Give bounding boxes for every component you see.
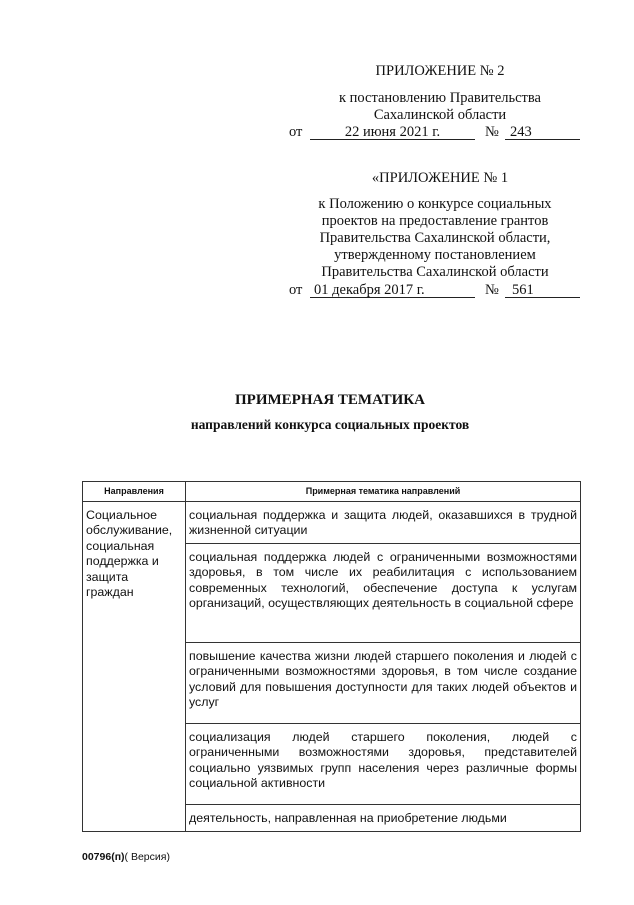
theme-cell: социальная поддержка людей с ограниченными возможностями здоровья, в том числе их реабилитация с использованием современных технологий, обеспечение доступа к услугам организаций, осуществляющих деятельность в социальной сфере [186, 543, 581, 642]
appendix1-from-label: от [289, 282, 303, 298]
direction-line: поддержка и [86, 554, 159, 569]
version-label: ( Версия) [124, 851, 170, 863]
document-subtitle: направлений конкурса социальных проектов [190, 417, 470, 432]
direction-line: защита [86, 569, 129, 584]
appendix2-number: 243 [510, 124, 532, 140]
appendix1-line: проектов на предоставление грантов [321, 213, 549, 229]
footer-version [82, 851, 170, 863]
appendix2-line1: к постановлению Правительства [339, 90, 541, 106]
appendix2-line2: Сахалинской области [373, 107, 507, 123]
themes-table [82, 481, 581, 832]
column-header-directions: Направления [83, 482, 186, 502]
appendix2-date: 22 июня 2021 г. [344, 124, 441, 140]
appendix1-line: утвержденному постановлением [334, 247, 536, 263]
appendix1-line: к Положению о конкурсе социальных [318, 196, 552, 212]
appendix1-number: 561 [512, 282, 534, 298]
direction-line: граждан [86, 585, 134, 600]
table-header-row [83, 482, 581, 502]
direction-line: обслуживание, [86, 523, 173, 538]
appendix1-line: Правительства Сахалинской области [321, 264, 549, 280]
document-code: 00796(п) [82, 851, 125, 863]
column-header-themes: Примерная тематика направлений [186, 482, 581, 502]
appendix1-date: 01 декабря 2017 г. [314, 282, 425, 298]
appendix2-number-label: № [485, 124, 499, 140]
direction-line: Социальное [86, 508, 158, 522]
theme-cell: деятельность, направленная на приобретение людьми [186, 804, 581, 831]
table-row [83, 502, 581, 544]
document-title: ПРИМЕРНАЯ ТЕМАТИКА [235, 392, 425, 408]
theme-cell: социализация людей старшего поколения, людей с ограниченными возможностями здоровья, представителей социально уязвимых групп населения через различные формы социальной активности [186, 723, 581, 804]
appendix2-from-label: от [289, 124, 303, 140]
theme-cell: повышение качества жизни людей старшего поколения и людей с ограниченными возможностями здоровья, в том числе создание условий для повышения доступности для таких людей объектов и услуг [186, 642, 581, 723]
appendix2-title: ПРИЛОЖЕНИЕ № 2 [375, 63, 505, 79]
appendix1-title: «ПРИЛОЖЕНИЕ № 1 [371, 170, 509, 186]
direction-line: социальная [86, 538, 155, 553]
appendix1-number-label: № [485, 282, 499, 298]
direction-cell [83, 502, 186, 832]
theme-cell: социальная поддержка и защита людей, оказавшихся в трудной жизненной ситуации [186, 502, 581, 544]
appendix1-line: Правительства Сахалинской области, [319, 230, 551, 246]
